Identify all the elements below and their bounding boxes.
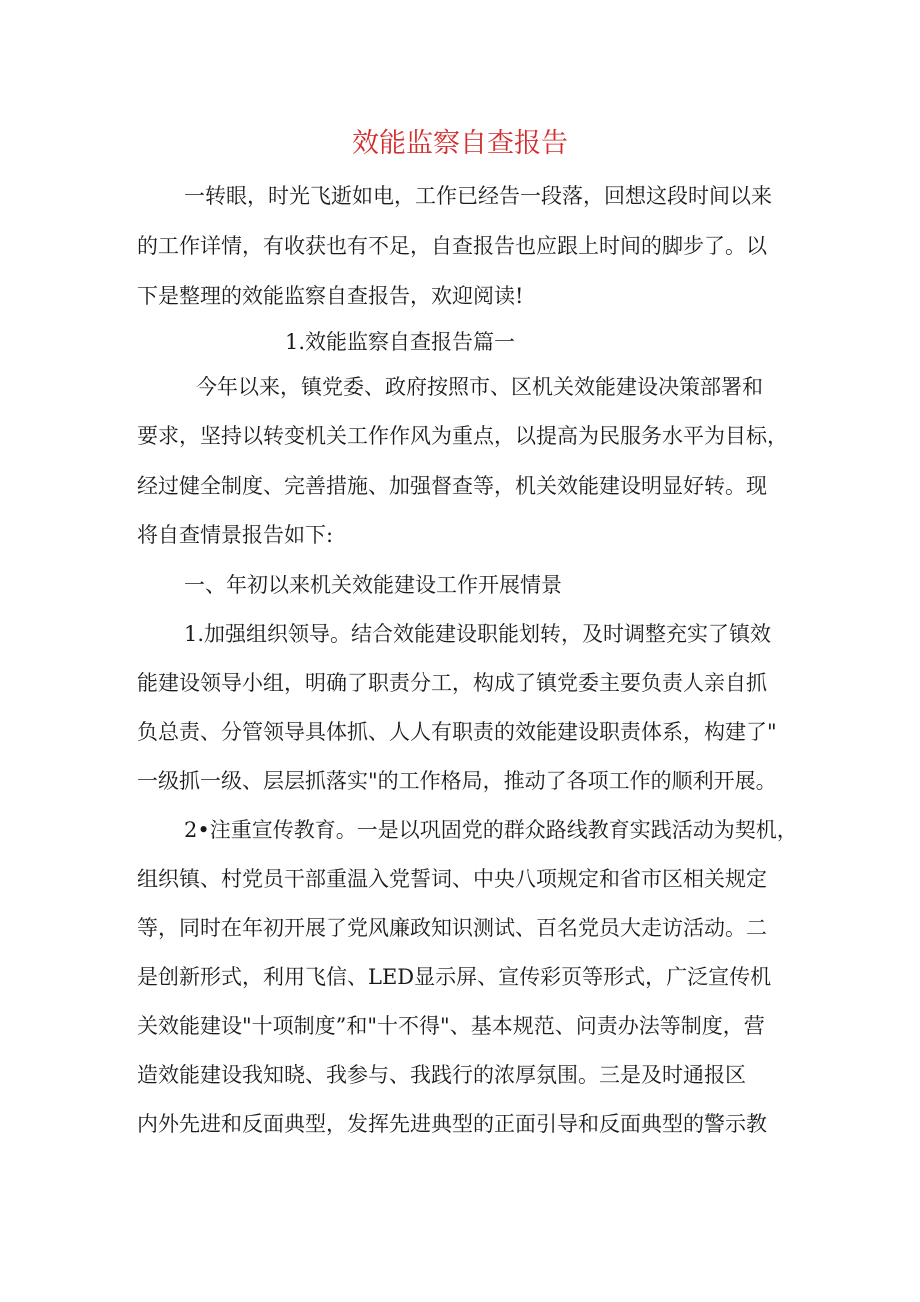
section-heading: 1.效能监察自查报告篇一	[285, 330, 516, 354]
paragraph-line: 等，同时在年初开展了党风廉政知识测试、百名党员大走访活动。二	[137, 916, 767, 940]
paragraph-line: 造效能建设我知晓、我参与、我践行的浓厚氛围。三是及时通报区	[137, 1063, 746, 1087]
paragraph-line: 要求，坚持以转变机关工作作风为重点，以提高为民服务水平为目标，	[137, 424, 788, 448]
document-title: 效能监察自查报告	[352, 128, 568, 159]
intro-line: 的工作详情，有收获也有不足，自查报告也应跟上时间的脚步了。以	[137, 234, 767, 258]
paragraph-line: 今年以来，镇党委、政府按照市、区机关效能建设决策部署和	[196, 375, 763, 399]
paragraph-line: 一级抓一级、层层抓落实"的工作格局，推动了各项工作的顺利开展。	[137, 769, 777, 793]
intro-line: 一转眼，时光飞逝如电，工作已经告一段落，回想这段时间以来	[184, 184, 772, 208]
paragraph-line: 能建设领导小组，明确了职责分工，构成了镇党委主要负责人亲自抓	[137, 671, 767, 695]
paragraph-line: 1.加强组织领导。结合效能建设职能划转，及时调整充实了镇效	[184, 622, 772, 646]
paragraph-line: 将自查情景报告如下:	[137, 523, 334, 547]
intro-line: 下是整理的效能监察自查报告，欢迎阅读!	[137, 284, 524, 308]
paragraph-line: 组织镇、村党员干部重温入党誓词、中央八项规定和省市区相关规定	[137, 867, 767, 891]
subheading: 一、年初以来机关效能建设工作开展情景	[184, 573, 562, 597]
paragraph-line: 2•注重宣传教育。一是以巩固党的群众路线教育实践活动为契机，	[184, 818, 798, 842]
paragraph-line: 关效能建设"十项制度”和"十不得"、基本规范、问责办法等制度，营	[137, 1014, 765, 1038]
paragraph-line: 经过健全制度、完善措施、加强督查等，机关效能建设明显好转。现	[137, 474, 767, 498]
paragraph-line: 负总责、分管领导具体抓、人人有职责的效能建设职责体系，构建了"	[137, 720, 777, 744]
paragraph-line: 内外先进和反面典型，发挥先进典型的正面引导和反面典型的警示教	[137, 1112, 767, 1136]
paragraph-line: 是创新形式，利用飞信、LED显示屏、宣传彩页等形式，广泛宣传机	[137, 965, 772, 989]
